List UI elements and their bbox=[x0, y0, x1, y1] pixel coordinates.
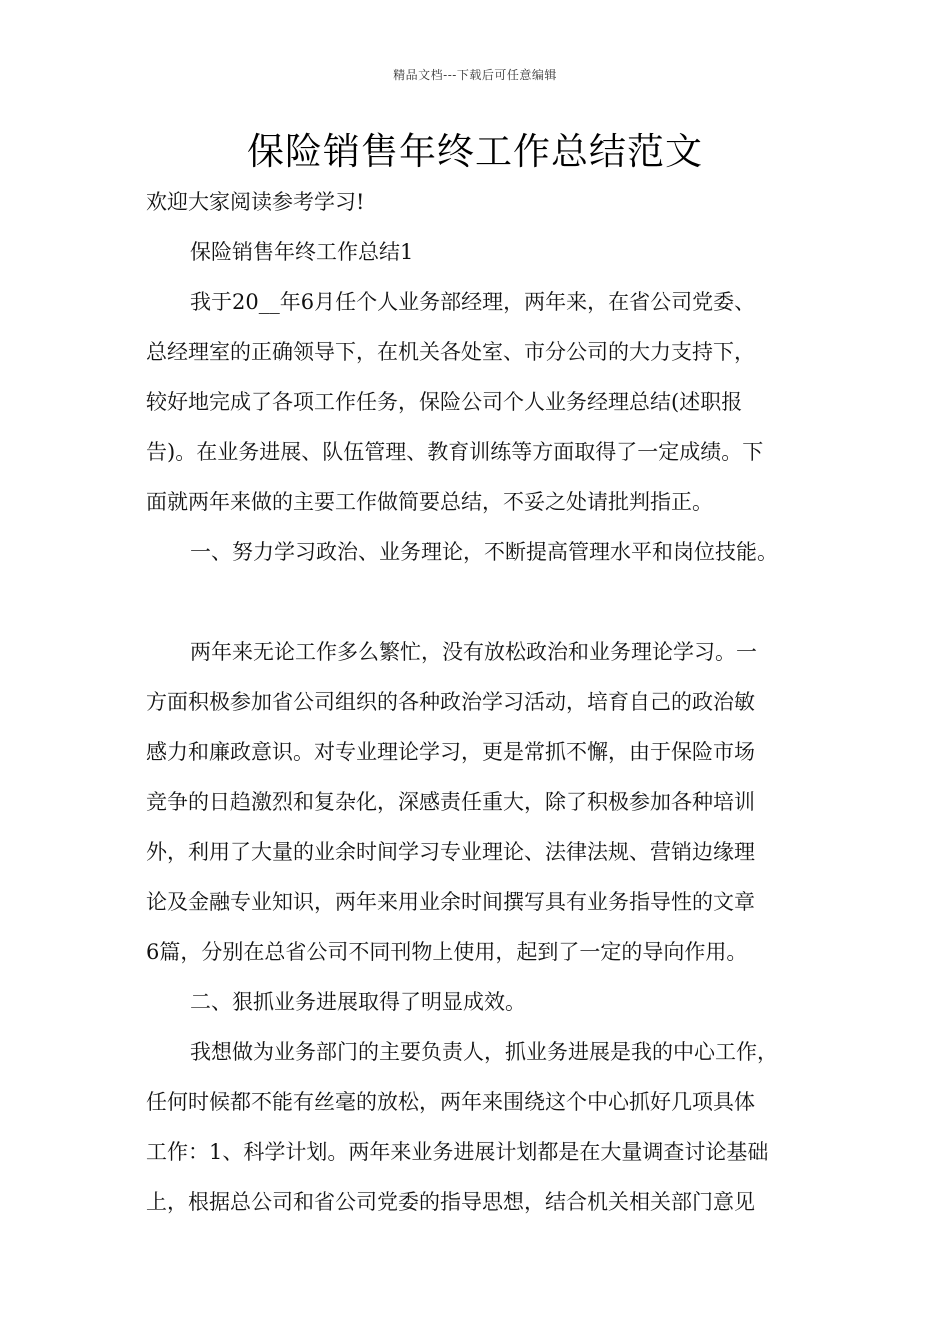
blank-line bbox=[146, 577, 816, 627]
header-note: 精品文档---下载后可任意编辑 bbox=[393, 68, 557, 82]
subheading-2: 二、狠抓业务进展取得了明显成效。 bbox=[190, 990, 526, 1014]
paragraph-line: 两年来无论工作多么繁忙，没有放松政治和业务理论学习。一 bbox=[190, 640, 757, 664]
paragraph-line: 我于20__年6月任个人业务部经理，两年来，在省公司党委、 bbox=[190, 290, 756, 314]
section-heading: 保险销售年终工作总结1 bbox=[190, 240, 414, 264]
paragraph-line: 论及金融专业知识，两年来用业余时间撰写具有业务指导性的文章 bbox=[146, 890, 755, 914]
paragraph-line: 感力和廉政意识。对专业理论学习，更是常抓不懈，由于保险市场 bbox=[146, 740, 755, 764]
paragraph-line: 工作：1、科学计划。两年来业务进展计划都是在大量调查讨论基础 bbox=[146, 1140, 769, 1164]
paragraph-line: 总经理室的正确领导下，在机关各处室、市分公司的大力支持下， bbox=[146, 340, 755, 364]
paragraph-line: 我想做为业务部门的主要负责人，抓业务进展是我的中心工作， bbox=[190, 1040, 778, 1064]
paragraph-line: 上，根据总公司和省公司党委的指导思想，结合机关相关部门意见 bbox=[146, 1190, 755, 1214]
greeting-line: 欢迎大家阅读参考学习! bbox=[146, 190, 365, 214]
paragraph-line: 外，利用了大量的业余时间学习专业理论、法律法规、营销边缘理 bbox=[146, 840, 755, 864]
paragraph-line: 较好地完成了各项工作任务，保险公司个人业务经理总结(述职报 bbox=[146, 390, 743, 414]
document-body bbox=[146, 177, 816, 1227]
paragraph-line: 告)。在业务进展、队伍管理、教育训练等方面取得了一定成绩。下 bbox=[146, 440, 764, 464]
paragraph-line: 6篇，分别在总省公司不同刊物上使用，起到了一定的导向作用。 bbox=[146, 940, 748, 964]
paragraph-line: 竞争的日趋激烈和复杂化，深感责任重大，除了积极参加各种培训 bbox=[146, 790, 755, 814]
subheading-1: 一、努力学习政治、业务理论，不断提高管理水平和岗位技能。 bbox=[190, 540, 778, 564]
document-title: 保险销售年终工作总结范文 bbox=[247, 130, 703, 173]
paragraph-line: 任何时候都不能有丝毫的放松，两年来围绕这个中心抓好几项具体 bbox=[146, 1090, 755, 1114]
paragraph-line: 方面积极参加省公司组织的各种政治学习活动，培育自己的政治敏 bbox=[146, 690, 755, 714]
paragraph-line: 面就两年来做的主要工作做简要总结，不妥之处请批判指正。 bbox=[146, 490, 713, 514]
